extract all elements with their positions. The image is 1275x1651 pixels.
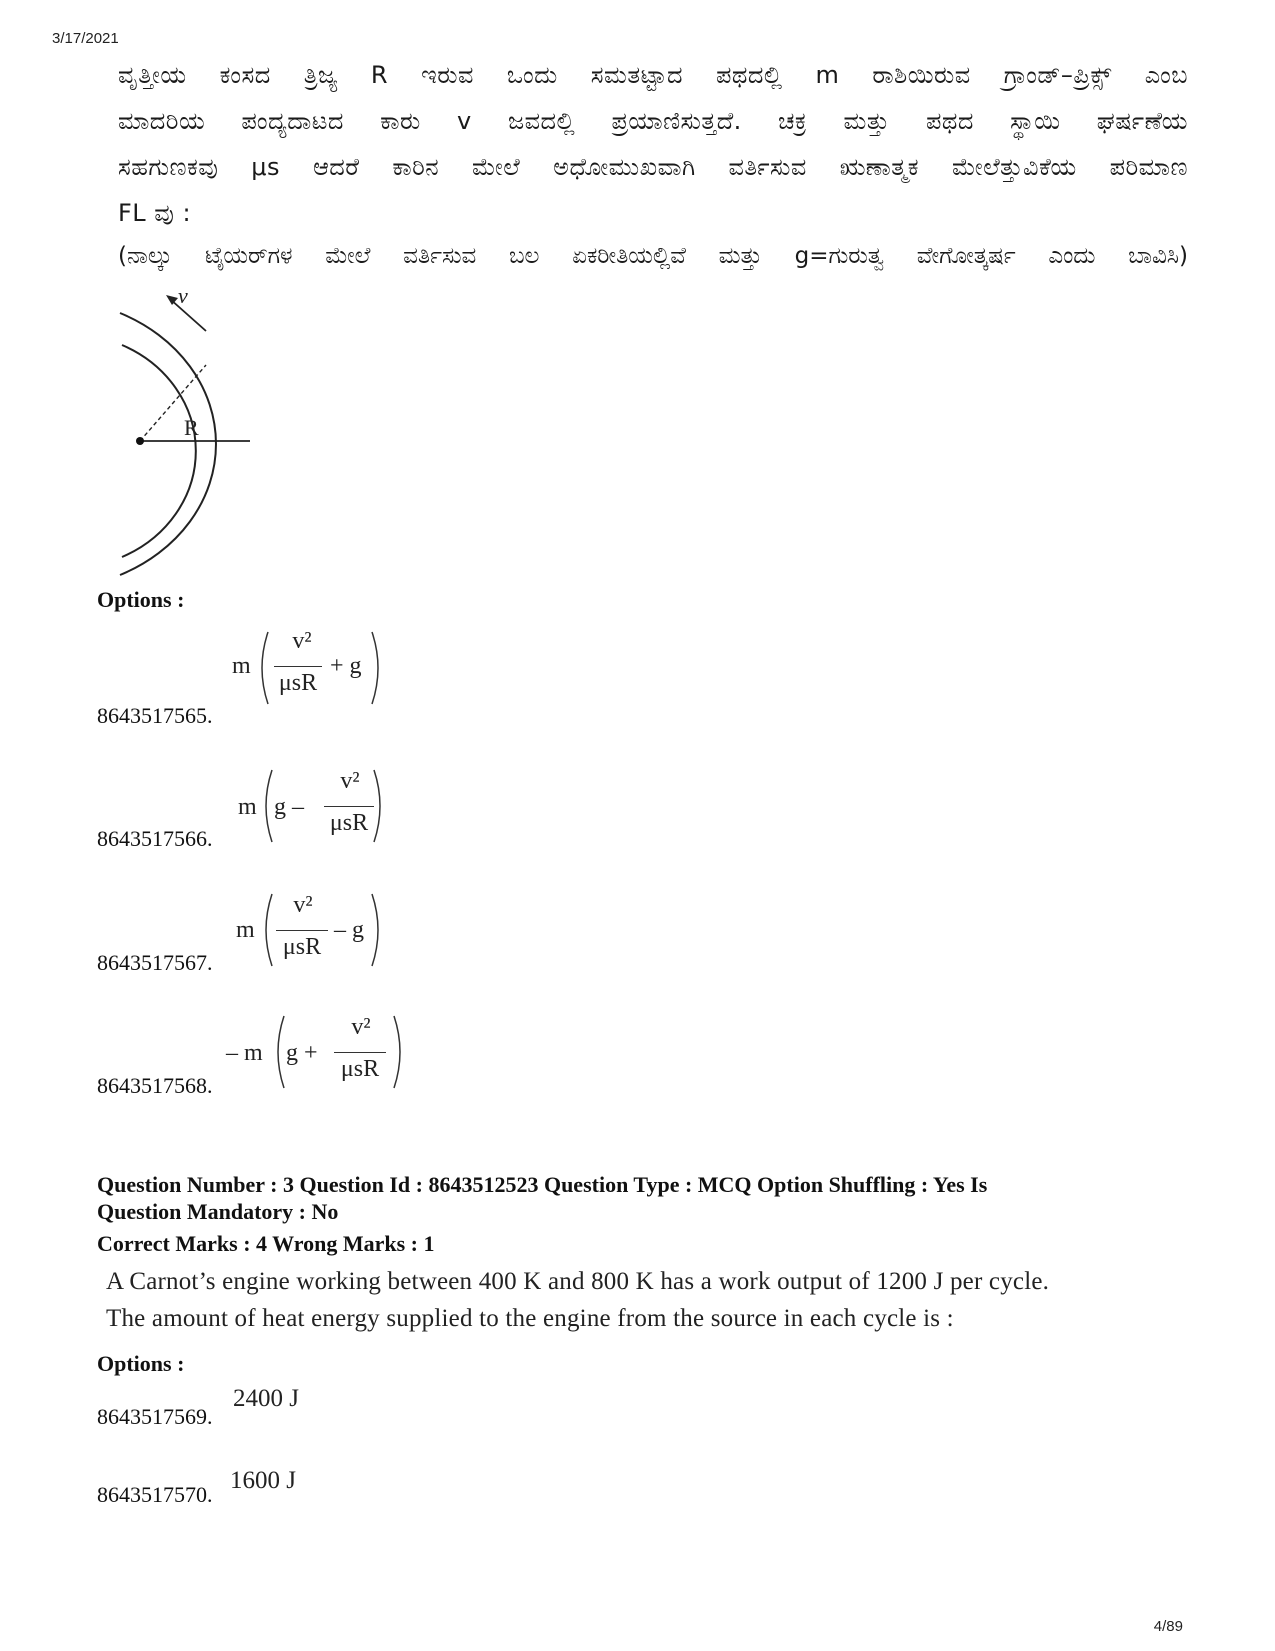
denominator: μsR <box>282 934 322 960</box>
question-2-line-4: FL ವು : <box>118 199 192 227</box>
radius-label: R <box>184 415 199 440</box>
question-2-line-2: ಮಾದರಿಯ ಪಂದ್ಯದಾಟದ ಕಾರು v ಜವದಲ್ಲಿ ಪ್ರಯಾಣಿಸುತ್ತದೆ. ಚಕ್ರ ಮತ್ತು ಪಥದ ಸ್ಥಾಯಿ ಘರ್ಷಣೆಯ <box>118 107 1188 135</box>
outer-arc <box>120 313 216 575</box>
option-id: 8643517565. <box>97 703 213 728</box>
question-3-header-line-2: Question Mandatory : No <box>97 1199 339 1224</box>
left-paren <box>260 892 274 968</box>
option-formula <box>226 1012 416 1092</box>
formula-prefix: m <box>232 653 251 679</box>
option-answer: 2400 J <box>233 1385 299 1412</box>
denominator: μsR <box>329 810 369 836</box>
question-3-header-line-1: Question Number : 3 Question Id : 8643512523 Question Type : MCQ Option Shuffling : Yes Is <box>97 1172 988 1197</box>
question-2-line-1: ವೃತ್ತೀಯ ಕಂಸದ ತ್ರಿಜ್ಯ R ಇರುವ ಒಂದು ಸಮತಟ್ಟಾದ ಪಥದಲ್ಲಿ m ರಾಶಿಯಿರುವ ಗ್ರಾಂಡ್‌–ಪ್ರಿಕ್ಸ್‌ ಎಂಬ <box>118 61 1188 89</box>
left-paren <box>256 630 270 706</box>
denominator: μsR <box>340 1056 380 1082</box>
formula-lead: g – <box>274 794 304 820</box>
formula-lead: g + <box>286 1040 318 1066</box>
formula-prefix: m <box>236 917 255 943</box>
option-formula <box>230 628 400 708</box>
option-formula <box>236 890 406 970</box>
right-paren <box>392 1014 406 1090</box>
question-2-line-3: ಸಹಗುಣಕವು μs ಆದರೆ ಕಾರಿನ ಮೇಲೆ ಅಧೋಮುಖವಾಗಿ ವರ್ತಿಸುವ ಋಣಾತ್ಮಕ ಮೇಲೆತ್ತುವಿಕೆಯ ಪರಿಮಾಣ <box>118 153 1188 181</box>
inner-arc <box>122 345 196 557</box>
right-paren <box>372 768 386 844</box>
numerator: v² <box>293 892 313 918</box>
print-date: 3/17/2021 <box>52 30 119 47</box>
numerator: v² <box>292 628 312 654</box>
numerator: v² <box>351 1014 371 1040</box>
center-dot <box>136 437 144 445</box>
formula-suffix: – g <box>334 917 364 943</box>
fraction-bar <box>324 806 374 807</box>
question-3-text-line-2: The amount of heat energy supplied to the engine from the source in each cycle is : <box>106 1305 954 1332</box>
left-paren <box>272 1014 286 1090</box>
question-3-text-line-1: A Carnot’s engine working between 400 K and 800 K has a work output of 1200 J per cycle. <box>106 1268 1050 1295</box>
fraction-bar <box>334 1052 386 1053</box>
formula-prefix: – m <box>226 1040 263 1066</box>
option-id: 8643517566. <box>97 826 213 851</box>
right-paren <box>370 892 384 968</box>
question-2-text <box>118 52 1188 236</box>
velocity-arrow-shaft <box>170 299 206 331</box>
options-label: Options : <box>97 587 185 612</box>
option-id: 8643517569. <box>97 1404 213 1429</box>
question-2-note: (ನಾಲ್ಕು ಟೈಯರ್‌ಗಳ ಮೇಲೆ ವರ್ತಿಸುವ ಬಲ ಏಕರೀತಿಯಲ್ಲಿವೆ ಮತ್ತು g=ಗುರುತ್ವ ವೇಗೋತ್ಕರ್ಷ ಎಂದು ಬಾವಿಸಿ) <box>118 243 1188 269</box>
formula-prefix: m <box>238 794 257 820</box>
option-formula <box>238 766 408 846</box>
question-3-marks: Correct Marks : 4 Wrong Marks : 1 <box>97 1231 435 1256</box>
circular-track-figure <box>110 285 310 580</box>
numerator: v² <box>340 768 360 794</box>
fraction-bar <box>276 930 328 931</box>
velocity-label: v <box>178 285 188 308</box>
fraction-bar <box>274 666 322 667</box>
option-id: 8643517567. <box>97 950 213 975</box>
option-id: 8643517570. <box>97 1482 213 1507</box>
denominator: μsR <box>278 670 318 696</box>
formula-suffix: + g <box>330 653 362 679</box>
option-id: 8643517568. <box>97 1073 213 1098</box>
right-paren <box>370 630 384 706</box>
option-answer: 1600 J <box>230 1467 296 1494</box>
options-label: Options : <box>97 1351 185 1376</box>
left-paren <box>260 768 274 844</box>
page-number: 4/89 <box>1153 1618 1183 1635</box>
